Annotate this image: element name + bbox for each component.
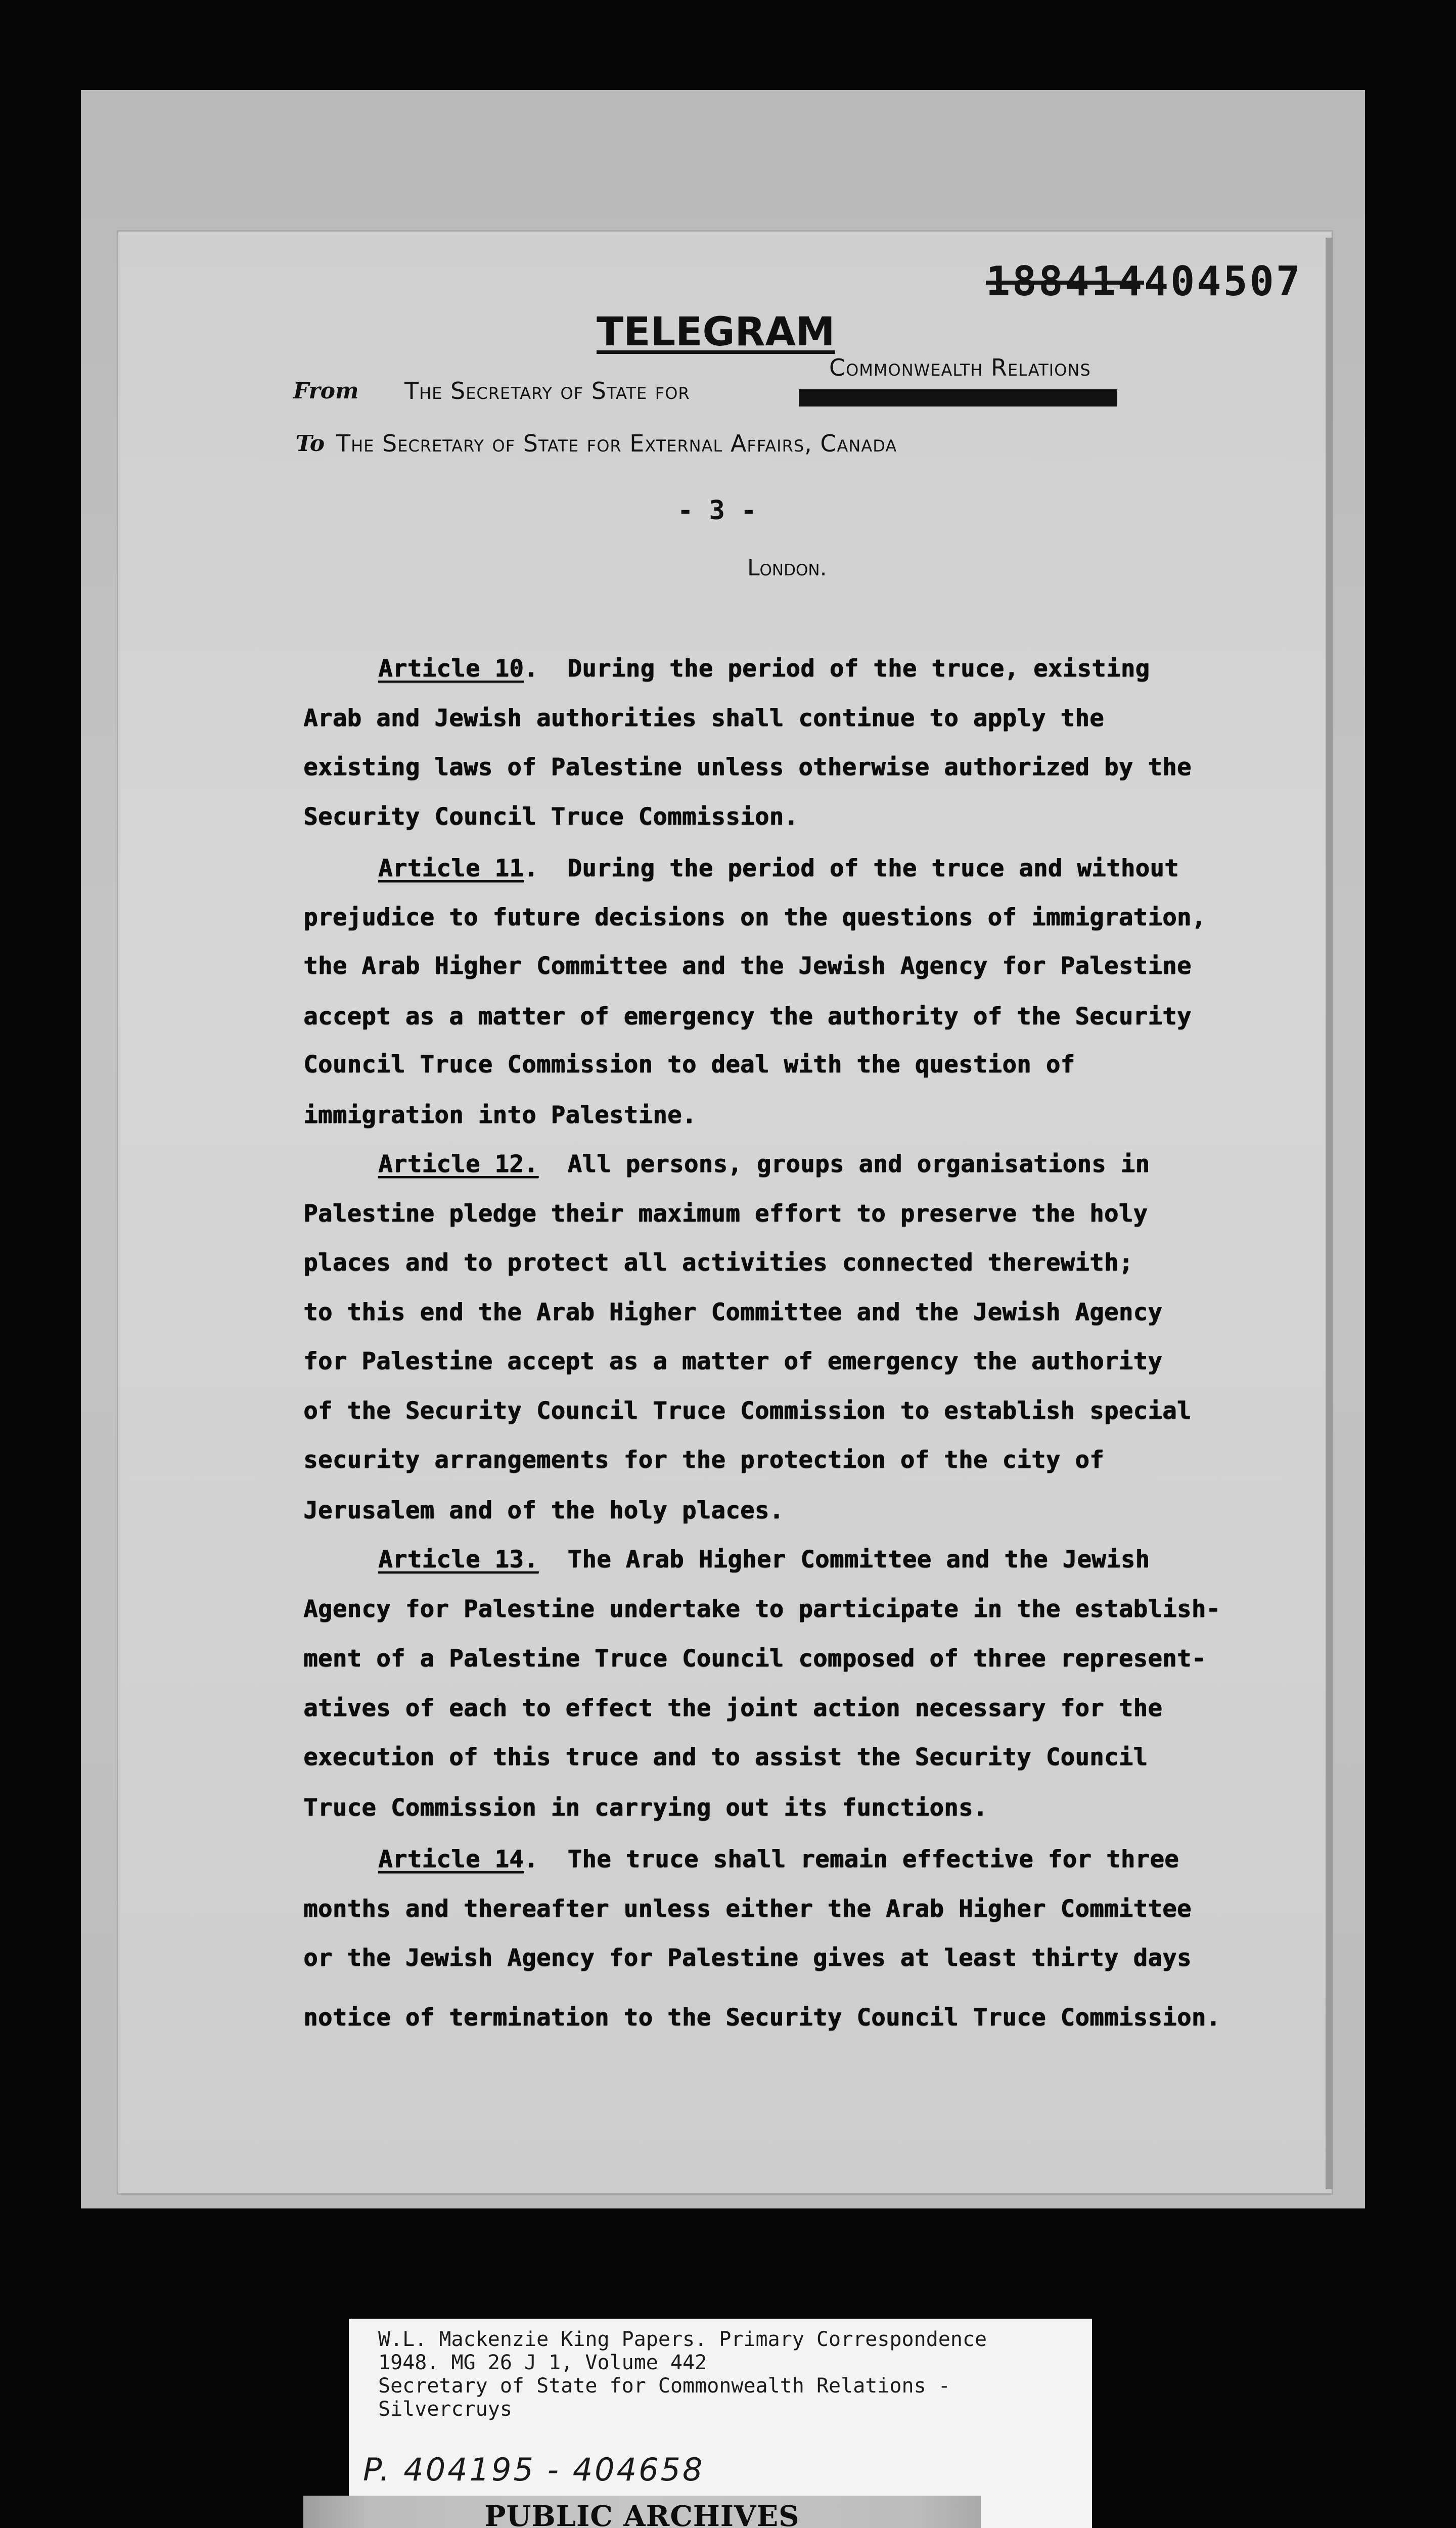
body-line (303, 1003, 1192, 1030)
archive-collection: W.L. Mackenzie King Papers. Primary Correspondence (378, 2328, 987, 2351)
from-label: From (293, 378, 359, 404)
body-line (303, 1497, 784, 1524)
from-sender: The Secretary of State for (404, 377, 690, 404)
body-line (303, 1694, 1162, 1722)
archives-stamp (303, 2496, 981, 2528)
body-line (303, 1446, 1104, 1474)
body-line (378, 1845, 1179, 1873)
body-line (303, 1645, 1206, 1673)
body-line (303, 952, 1192, 980)
body-line (303, 904, 1206, 931)
body-line-text: All persons, groups and organisations in (538, 1150, 1150, 1178)
body-line (303, 1347, 1162, 1375)
telegram-title: TELEGRAM (597, 309, 835, 355)
page-number: - 3 - (677, 495, 757, 526)
body-line-text: Agency for Palestine undertake to participate in the establish- (303, 1595, 1221, 1623)
body-line-text: security arrangements for the protection of the city of (303, 1446, 1104, 1474)
body-line (303, 1944, 1192, 1972)
body-line-text: . During the period of the truce, existing (523, 655, 1150, 683)
body-line-text: for Palestine accept as a matter of emergency the authority (303, 1347, 1162, 1375)
body-line-text: Council Truce Commission to deal with the question of (303, 1051, 1075, 1078)
archive-subject-name: Silvercruys (378, 2398, 512, 2421)
archive-label (349, 2319, 1092, 2528)
stamp-line-1: PUBLIC ARCHIVES (484, 2500, 800, 2528)
body-line-text: notice of termination to the Security Council Truce Commission. (303, 2004, 1221, 2032)
body-line-text: existing laws of Palestine unless otherwise authorized by the (303, 753, 1192, 781)
body-line-text: Arab and Jewish authorities shall continue to apply the (303, 704, 1104, 732)
body-line-text: . During the period of the truce and without (523, 854, 1179, 882)
body-line (303, 1249, 1133, 1277)
serial-number: 404507 (1144, 258, 1302, 305)
body-line-text: atives of each to effect the joint action necessary for the (303, 1694, 1162, 1722)
body-line (378, 1546, 1150, 1573)
body-line-text: execution of this truce and to assist the Security Council (303, 1743, 1148, 1771)
body-line (303, 803, 798, 831)
body-line-text: places and to protect all activities connected therewith; (303, 1249, 1133, 1277)
body-line-text: ment of a Palestine Truce Council composed of three represent- (303, 1645, 1206, 1673)
body-line (303, 1397, 1192, 1425)
redaction-bar (799, 389, 1117, 407)
body-line-text: The Arab Higher Committee and the Jewish (538, 1546, 1150, 1573)
body-line-text: months and thereafter unless either the Arab Higher Committee (303, 1895, 1192, 1923)
body-line (303, 1794, 987, 1822)
body-line-text: of the Security Council Truce Commission to establish special (303, 1397, 1192, 1425)
archive-volume: 1948. MG 26 J 1, Volume 442 (378, 2351, 707, 2374)
body-line-text: . The truce shall remain effective for three (523, 1845, 1179, 1873)
body-line (303, 1101, 697, 1129)
body-line-text: the Arab Higher Committee and the Jewish Agency for Palestine (303, 952, 1192, 980)
from-department: Commonwealth Relations (829, 354, 1091, 381)
body-line (378, 854, 1179, 882)
body-line (303, 1743, 1148, 1771)
body-line (378, 1150, 1150, 1178)
body-line-text: immigration into Palestine. (303, 1101, 697, 1129)
article-heading: Article 11 (378, 854, 524, 882)
body-line-text: Truce Commission in carrying out its functions. (303, 1794, 988, 1822)
body-line-text: accept as a matter of emergency the authority of the Security (303, 1003, 1192, 1030)
archive-page-range: P. 404195 - 404658 (363, 2451, 705, 2488)
body-line (378, 655, 1150, 683)
body-line (303, 2004, 1220, 2032)
body-line (303, 1895, 1192, 1923)
body-line-text: or the Jewish Agency for Palestine gives at least thirty days (303, 1944, 1192, 1972)
body-line-text: to this end the Arab Higher Committee and the Jewish Agency (303, 1298, 1162, 1326)
body-line (303, 1051, 1075, 1078)
archive-subject: Secretary of State for Commonwealth Relations - (378, 2374, 950, 2398)
place-of-origin: London. (747, 555, 827, 581)
article-heading: Article 10 (378, 655, 524, 683)
body-line (303, 1200, 1148, 1228)
article-heading: Article 12. (378, 1150, 538, 1178)
body-line (303, 704, 1104, 732)
body-line (303, 753, 1192, 781)
body-line-text: Palestine pledge their maximum effort to preserve the holy (303, 1200, 1148, 1228)
page-edge-shadow (1326, 238, 1333, 2189)
document-serial-number (986, 258, 1302, 305)
to-label: To (296, 431, 325, 457)
body-line (303, 1298, 1162, 1326)
body-line-text: Jerusalem and of the holy places. (303, 1497, 784, 1524)
body-line (303, 1595, 1220, 1623)
to-recipient: The Secretary of State for External Affairs, Canada (336, 430, 897, 457)
body-line-text: Security Council Truce Commission. (303, 803, 799, 831)
article-heading: Article 14 (378, 1845, 524, 1873)
struck-serial-number: 188414 (986, 258, 1144, 305)
article-heading: Article 13. (378, 1546, 538, 1573)
body-line-text: prejudice to future decisions on the questions of immigration, (303, 904, 1206, 931)
